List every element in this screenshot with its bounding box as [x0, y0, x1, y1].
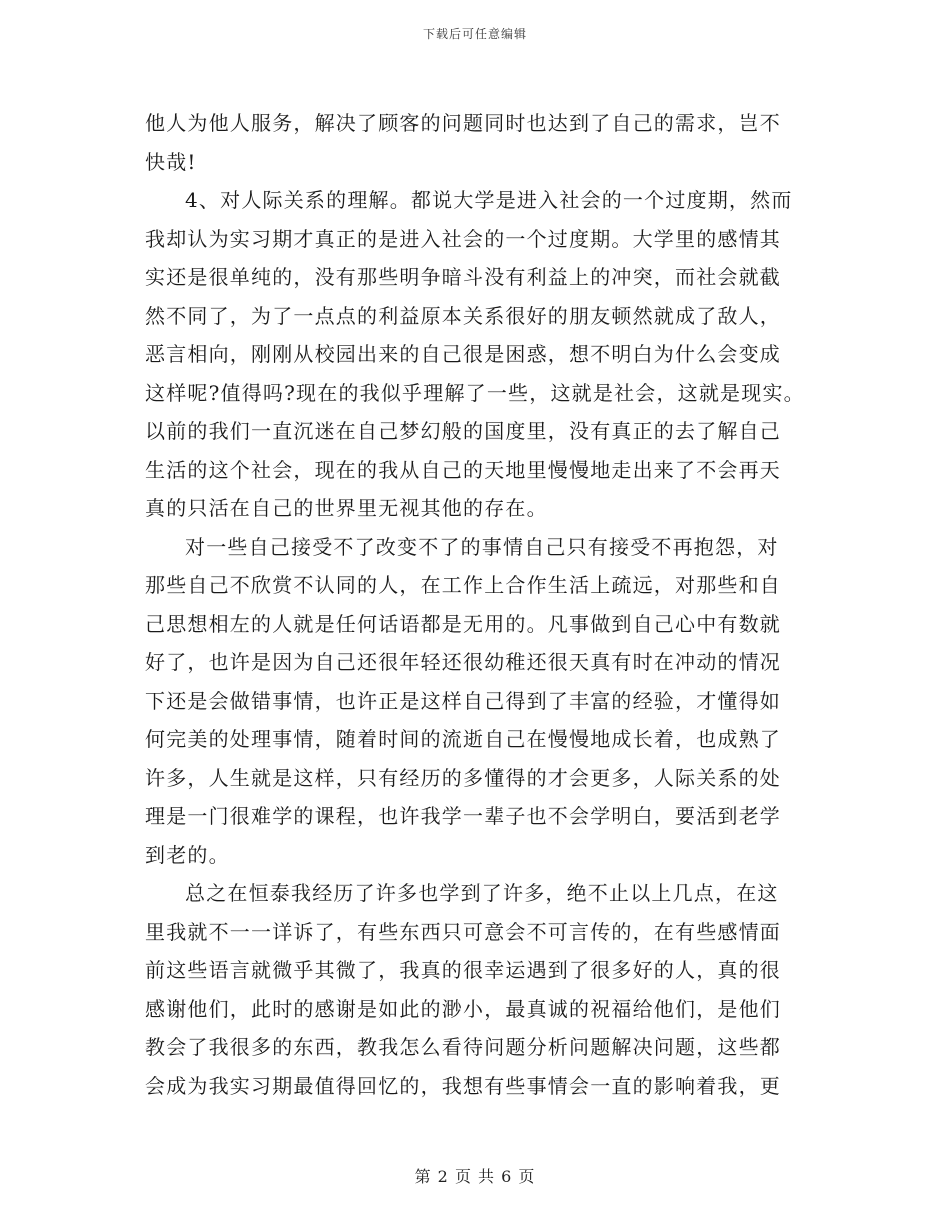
text-line: 以前的我们一直沉迷在自己梦幻般的国度里，没有真正的去了解自己: [145, 419, 781, 443]
page-header: 下载后可任意编辑: [422, 27, 527, 41]
paragraph-start-line: 4、对人际关系的理解。都说大学是进入社会的一个过度期，然而: [185, 188, 793, 212]
text-line: 这样呢?值得吗?现在的我似乎理解了一些，这就是社会，这就是现实。: [145, 380, 805, 405]
text-line: 快哉!: [145, 149, 197, 174]
text-line: 会成为我实习期最值得回忆的，我想有些事情会一直的影响着我，更: [145, 1073, 781, 1098]
text-line: 我却认为实习期才真正的是进入社会的一个过度期。大学里的感情其: [145, 226, 781, 251]
text-line: 那些自己不欣赏不认同的人，在工作上合作生活上疏远，对那些和自: [145, 573, 781, 597]
text-line: 教会了我很多的东西，教我怎么看待问题分析问题解决问题，这些都: [145, 1035, 781, 1059]
document-body: [145, 104, 810, 1105]
text-line: 生活的这个社会，现在的我从自己的天地里慢慢地走出来了不会再天: [145, 457, 781, 482]
page-footer: 第 2 页 共 6 页: [414, 1167, 536, 1186]
text-line: 许多，人生就是这样，只有经历的多懂得的才会更多，人际关系的处: [145, 765, 781, 790]
text-line: 到老的。: [145, 842, 230, 867]
text-line: 真的只活在自己的世界里无视其他的存在。: [145, 496, 548, 520]
text-line: 下还是会做错事情，也许正是这样自己得到了丰富的经验，才懂得如: [145, 688, 781, 713]
text-line: 己思想相左的人就是任何话语都是无用的。凡事做到自己心中有数就: [145, 611, 781, 636]
text-line: 理是一门很难学的课程，也许我学一辈子也不会学明白，要活到老学: [145, 804, 781, 828]
text-line: 何完美的处理事情，随着时间的流逝自己在慢慢地成长着，也成熟了: [145, 727, 781, 751]
text-line: 然不同了，为了一点点的利益原本关系很好的朋友顿然就成了敌人，: [145, 303, 781, 328]
paragraph-start-line: 对一些自己接受不了改变不了的事情自己只有接受不再抱怨，对: [185, 534, 779, 559]
text-line: 他人为他人服务，解决了顾客的问题同时也达到了自己的需求，岂不: [145, 111, 781, 135]
text-line: 恶言相向，刚刚从校园出来的自己很是困惑，想不明白为什么会变成: [145, 342, 781, 366]
text-line: 感谢他们，此时的感谢是如此的渺小，最真诚的祝福给他们，是他们: [145, 996, 781, 1021]
paragraph-start-line: 总之在恒泰我经历了许多也学到了许多，绝不止以上几点，在这: [185, 881, 779, 905]
text-line: 实还是很单纯的，没有那些明争暗斗没有利益上的冲突，而社会就截: [145, 265, 781, 289]
text-line: 好了，也许是因为自己还很年轻还很幼稚还很天真有时在冲动的情况: [145, 650, 781, 674]
text-line: 前这些语言就微乎其微了，我真的很幸运遇到了很多好的人，真的很: [145, 958, 781, 982]
text-line: 里我就不一一详诉了，有些东西只可意会不可言传的，在有些感情面: [145, 919, 781, 944]
